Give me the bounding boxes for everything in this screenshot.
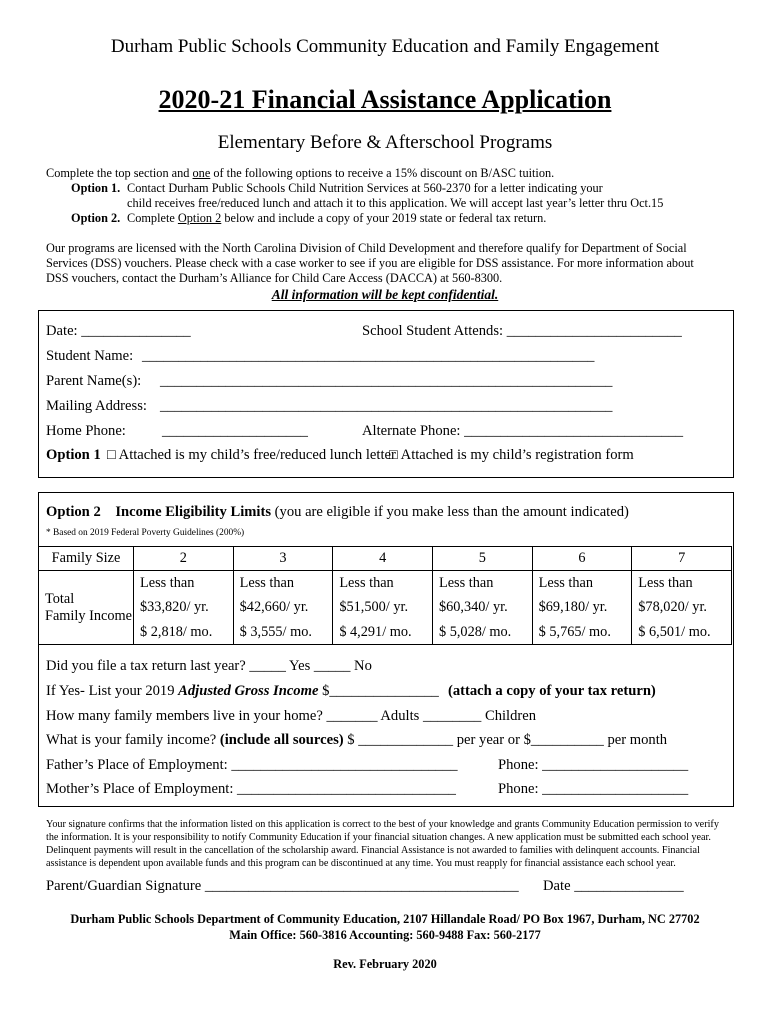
family-size-cell: 7 (632, 547, 732, 571)
less-than-cell: Less than (233, 571, 333, 596)
organization-name: Durham Public Schools Community Education and Family Engagement (110, 36, 660, 57)
mother-employment-field[interactable]: Mother’s Place of Employment: ______________________________ (46, 781, 456, 797)
family-size-cell: 3 (233, 547, 333, 571)
yearly-limit-cell: $60,340/ yr. (432, 595, 532, 620)
total-family-income-label: Total Family Income (39, 571, 134, 645)
mailing-address-field[interactable]: ______________________________________________________________ (160, 398, 613, 414)
student-name-label: Student Name: (46, 348, 134, 364)
tax-return-question[interactable]: Did you file a tax return last year? _____ Yes _____ No (46, 658, 372, 674)
page-subtitle: Elementary Before & Afterschool Programs (217, 132, 553, 153)
monthly-limit-cell: $ 3,555/ mo. (233, 620, 333, 645)
dss-paragraph-line1: Our programs are licensed with the North Carolina Division of Child Development and therefore qualify for Department of Social (46, 241, 687, 255)
mother-phone-field[interactable]: Phone: ____________________ (498, 781, 689, 797)
option1-text-line1: Contact Durham Public Schools Child Nutrition Services at 560-2370 for a letter indicating your (127, 181, 603, 195)
less-than-cell: Less than (432, 571, 532, 596)
registration-form-checkbox[interactable]: □ Attached is my child’s registration form (389, 447, 634, 463)
yearly-limit-cell: $78,020/ yr. (632, 595, 732, 620)
confidential-notice: All information will be kept confidential. (271, 287, 499, 302)
monthly-limit-cell: $ 6,501/ mo. (632, 620, 732, 645)
table-row (39, 595, 732, 620)
monthly-limit-cell: $ 4,291/ mo. (333, 620, 433, 645)
yearly-limit-cell: $42,660/ yr. (233, 595, 333, 620)
option2-text: Complete Option 2 below and include a copy of your 2019 state or federal tax return. (127, 211, 547, 225)
monthly-limit-cell: $ 5,765/ mo. (532, 620, 632, 645)
disclaimer-line4: assistance is dependent upon available funds and this program can be discontinued at any time. You must reapply for financial assistance each school year. (46, 858, 676, 869)
parent-name-field[interactable]: ______________________________________________________________ (160, 373, 613, 389)
monthly-limit-cell: $ 2,818/ mo. (134, 620, 234, 645)
guardian-signature-field[interactable]: Parent/Guardian Signature ___________________________________________ (46, 878, 519, 894)
family-size-header: Family Size (39, 547, 134, 571)
yearly-limit-cell: $69,180/ yr. (532, 595, 632, 620)
less-than-cell: Less than (134, 571, 234, 596)
family-income-question[interactable]: What is your family income? (include all sources) $ _____________ per year or $__________ per month (46, 732, 668, 748)
disclaimer-line2: the information. It is your responsibility to notify Community Education if your financial situation changes. A new application must be submitted each school year. (46, 832, 711, 843)
family-size-cell: 4 (333, 547, 433, 571)
footer-address: Durham Public Schools Department of Community Education, 2107 Hillandale Road/ PO Box 1967, Durham, NC 27702 (70, 912, 700, 926)
less-than-cell: Less than (632, 571, 732, 596)
instructions-intro: Complete the top section and one of the following options to receive a 15% discount on B/ASC tuition. (46, 166, 555, 180)
father-employment-field[interactable]: Father’s Place of Employment: _______________________________ (46, 757, 458, 773)
page-title: 2020-21 Financial Assistance Application (158, 85, 612, 114)
yearly-limit-cell: $33,820/ yr. (134, 595, 234, 620)
option2-label: Option 2. (71, 211, 121, 225)
home-phone-field[interactable]: ____________________ (162, 423, 308, 439)
student-name-field[interactable]: ______________________________________________________________ (142, 348, 595, 364)
footer-phones: Main Office: 560-3816 Accounting: 560-9488 Fax: 560-2177 (229, 928, 541, 942)
option1-text-line2: child receives free/reduced lunch and attach it to this application. We will accept last year’s letter thru Oct.15 (127, 196, 664, 210)
attach-tax-return-note: (attach a copy of your tax return) (448, 683, 656, 699)
home-phone-label: Home Phone: (46, 423, 126, 439)
table-row (39, 571, 732, 596)
revision-date: Rev. February 2020 (333, 957, 437, 971)
family-members-question[interactable]: How many family members live in your home? _______ Adults ________ Children (46, 708, 537, 724)
option1-section-label: Option 1 (46, 447, 101, 463)
yearly-limit-cell: $51,500/ yr. (333, 595, 433, 620)
disclaimer-line1: Your signature confirms that the information listed on this application is correct to the best of your knowledge and grants Community Education permission to verify (46, 819, 719, 830)
less-than-cell: Less than (532, 571, 632, 596)
school-field[interactable]: School Student Attends: ________________________ (362, 323, 682, 339)
monthly-limit-cell: $ 5,028/ mo. (432, 620, 532, 645)
table-row (39, 547, 732, 571)
dss-paragraph-line2: Services (DSS) vouchers. Please check with a case worker to see if you are eligible for DSS assistance. For more information about (46, 256, 694, 270)
lunch-letter-checkbox[interactable]: □ Attached is my child’s free/reduced lunch letter (107, 447, 396, 463)
parent-name-label: Parent Name(s): (46, 373, 142, 389)
date-field[interactable]: Date: _______________ (46, 323, 191, 339)
poverty-guidelines-note: * Based on 2019 Federal Poverty Guidelines (200%) (46, 528, 245, 538)
income-limits-table (38, 546, 732, 645)
option1-label: Option 1. (71, 181, 121, 195)
disclaimer-line3: Delinquent payments will result in the cancellation of the scholarship award. Financial Assistance is not awarded to families with delinquent accounts. Financial (46, 845, 700, 856)
alternate-phone-field[interactable]: Alternate Phone: ______________________________ (362, 423, 684, 439)
family-size-cell: 2 (134, 547, 234, 571)
agi-question[interactable]: If Yes- List your 2019 Adjusted Gross Income $_______________ (46, 683, 439, 699)
table-row (39, 620, 732, 645)
option2-heading: Option 2 Income Eligibility Limits (you are eligible if you make less than the amount indicated) (46, 504, 629, 520)
family-size-cell: 6 (532, 547, 632, 571)
signature-date-field[interactable]: Date _______________ (543, 878, 684, 894)
mailing-address-label: Mailing Address: (46, 398, 147, 414)
father-phone-field[interactable]: Phone: ____________________ (498, 757, 689, 773)
family-size-cell: 5 (432, 547, 532, 571)
less-than-cell: Less than (333, 571, 433, 596)
dss-paragraph-line3: DSS vouchers, contact the Durham’s Alliance for Child Care Access (DACCA) at 560-8300. (46, 271, 503, 285)
